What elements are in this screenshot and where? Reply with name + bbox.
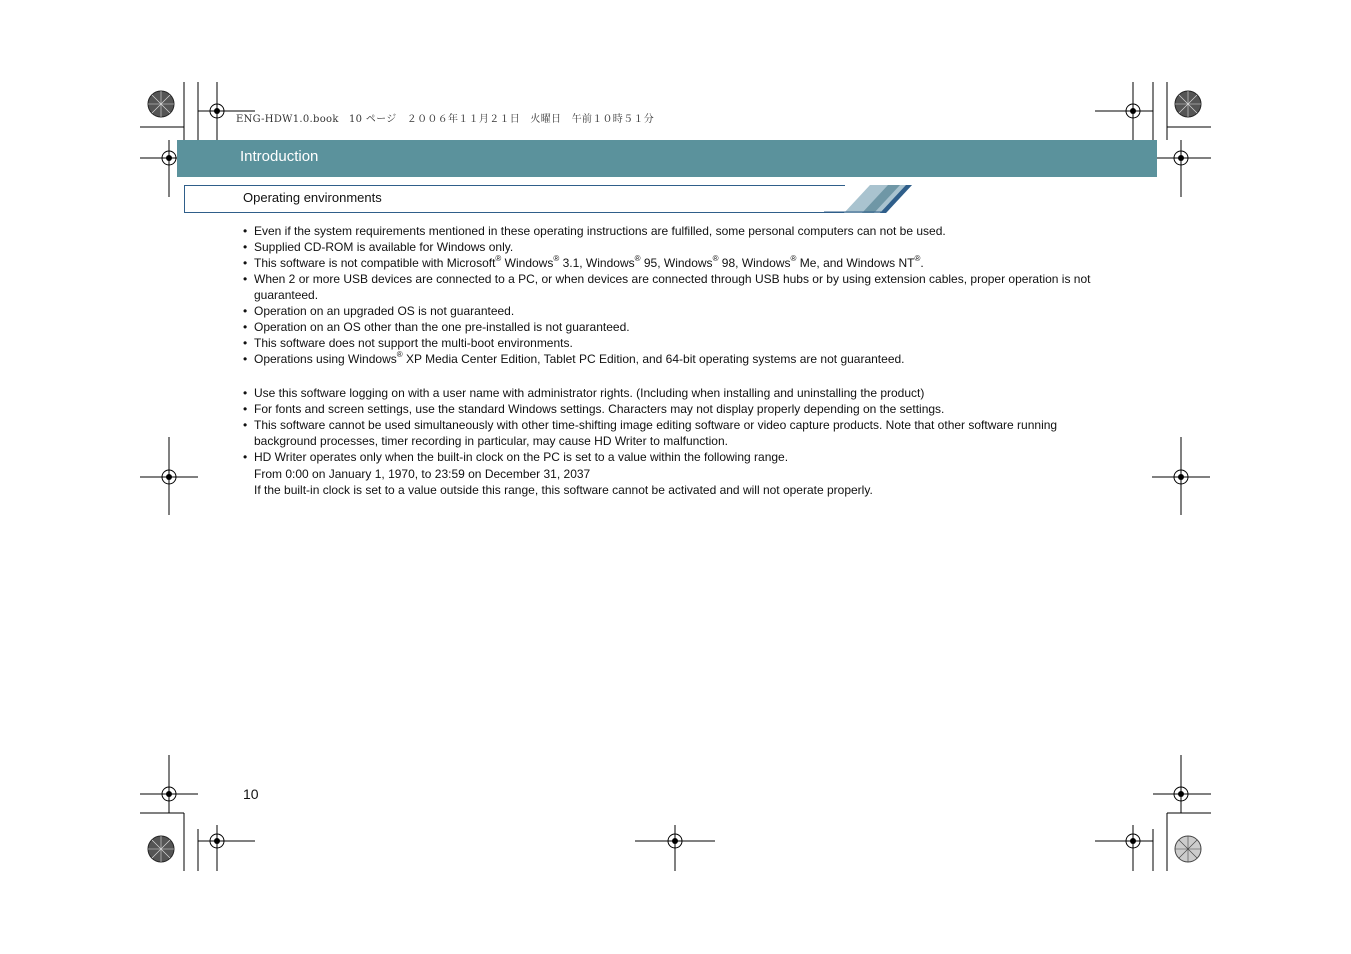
list-item: • Use this software logging on with a user name with administrator rights. (Including when installing and uninstalling the product)	[243, 385, 1113, 401]
crop-mark-middle-left	[140, 437, 200, 517]
list-item: • Even if the system requirements mentioned in these operating instructions are fulfilled, some personal computers can not be used.	[243, 223, 1113, 239]
list-item: • This software is not compatible with Microsoft® Windows® 3.1, Windows® 95, Windows® 98, Windows® Me, and Windows NT®.	[243, 255, 1113, 271]
list-item: • Operation on an OS other than the one pre-installed is not guaranteed.	[243, 319, 1113, 335]
page-number: 10	[243, 786, 259, 802]
list-item: • When 2 or more USB devices are connected to a PC, or when devices are connected through USB hubs or by using extension cables, proper operation is not guaranteed.	[243, 271, 1113, 303]
list-item: • Operations using Windows® XP Media Center Edition, Tablet PC Edition, and 64-bit operating systems are not guaranteed.	[243, 351, 1113, 367]
section-banner	[177, 140, 1157, 177]
subsection-header	[184, 185, 912, 213]
clock-range: From 0:00 on January 1, 1970, to 23:59 on December 31, 2037	[254, 467, 591, 481]
list-item: • This software does not support the multi-boot environments.	[243, 335, 1113, 351]
crop-mark-middle-right	[1152, 437, 1212, 517]
crop-mark-bottom-right	[1091, 755, 1211, 875]
subsection-title: Operating environments	[243, 190, 382, 205]
requirements-list	[243, 223, 1113, 367]
usage-notes-list	[243, 385, 1113, 498]
list-item: • For fonts and screen settings, use the standard Windows settings. Characters may not display properly depending on the settings.	[243, 401, 1113, 417]
crop-mark-bottom-center	[635, 825, 715, 875]
crop-mark-bottom-left	[140, 755, 260, 875]
subsection-stripes	[824, 185, 914, 213]
list-item: • Operation on an upgraded OS is not guaranteed.	[243, 303, 1113, 319]
list-item: • This software cannot be used simultaneously with other time-shifting image editing software or video capture products. Note that other software running background processes, timer recording in particular, may cause HD Writer to malfunction.	[243, 417, 1113, 449]
clock-range-note: If the built-in clock is set to a value outside this range, this software cannot be activated and will not operate properly.	[254, 483, 873, 497]
print-header: ENG-HDW1.0.book 10 ページ ２００６年１１月２１日 火曜日 午前１０時５１分	[236, 114, 655, 125]
section-title: Introduction	[240, 148, 319, 165]
list-item: • Supplied CD-ROM is available for Windows only.	[243, 239, 1113, 255]
list-item: • HD Writer operates only when the built-in clock on the PC is set to a value within the following range.	[243, 449, 1113, 465]
